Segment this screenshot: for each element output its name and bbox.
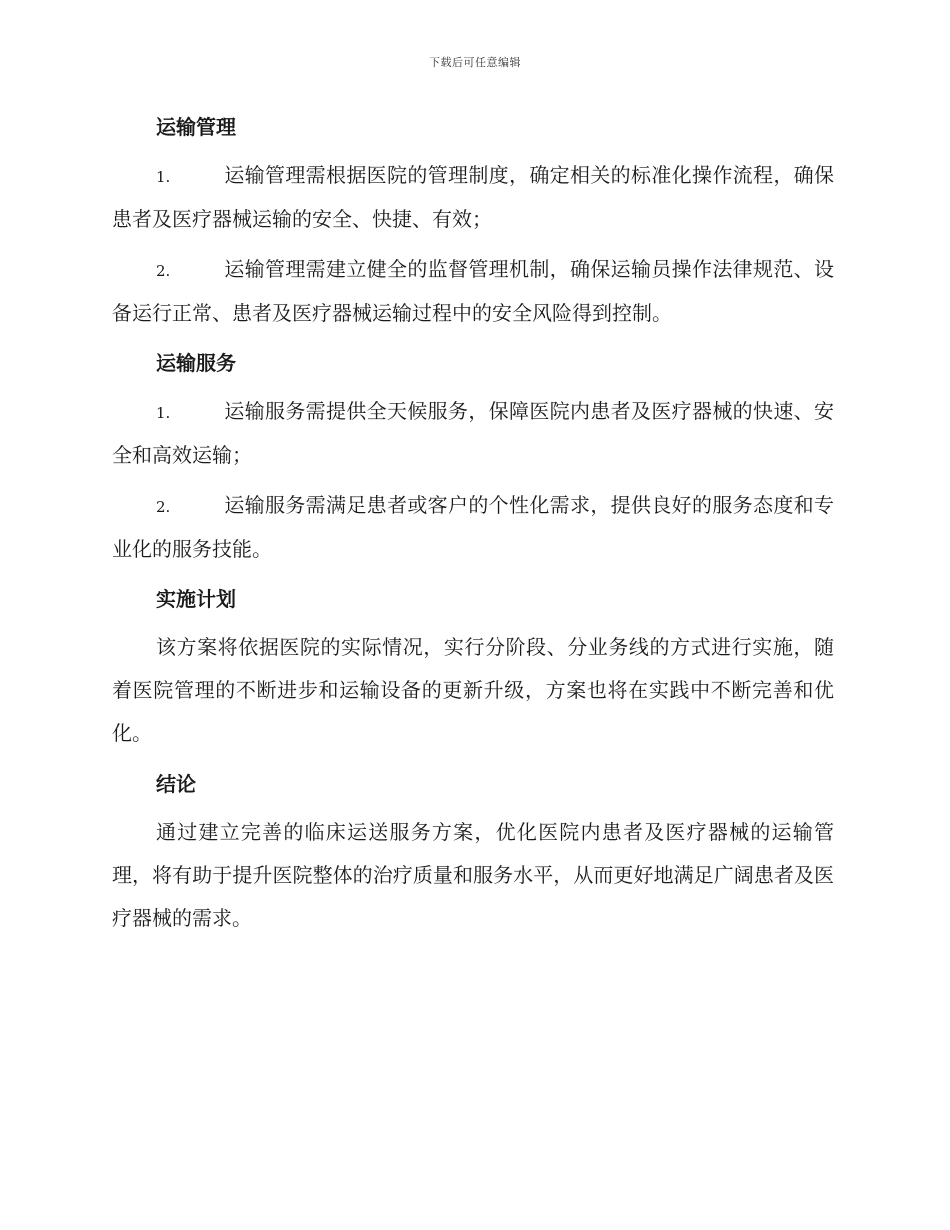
list-number: 2. xyxy=(156,498,171,516)
body-paragraph: 该方案将依据医院的实际情况，实行分阶段、分业务线的方式进行实施，随着医院管理的不断进步和运输设备的更新升级，方案也将在实践中不断完善和优化。 xyxy=(112,635,834,745)
page-header: 下载后可任意编辑 xyxy=(429,56,521,69)
section-heading-transport-management: 运输管理 xyxy=(156,115,236,139)
list-item-text: 运输管理需建立健全的监督管理机制，确保运输员操作法律规范、设备运行正常、患者及医疗器械运输过程中的安全风险得到控制。 xyxy=(112,257,834,325)
list-item xyxy=(112,390,834,476)
section-heading-transport-service: 运输服务 xyxy=(156,351,236,375)
list-number: 2. xyxy=(156,262,171,280)
list-item xyxy=(112,248,834,334)
body-paragraph: 通过建立完善的临床运送服务方案，优化医院内患者及医疗器械的运输管理，将有助于提升医院整体的治疗质量和服务水平，从而更好地满足广阔患者及医疗器械的需求。 xyxy=(112,820,834,930)
section-heading-implementation-plan: 实施计划 xyxy=(156,587,236,611)
list-item-text: 运输服务需提供全天候服务，保障医院内患者及医疗器械的快速、安全和高效运输； xyxy=(112,399,834,467)
list-item xyxy=(112,154,834,240)
list-number: 1. xyxy=(156,168,171,186)
list-item xyxy=(112,484,834,570)
section-heading-conclusion: 结论 xyxy=(156,772,196,796)
list-item-text: 运输服务需满足患者或客户的个性化需求，提供良好的服务态度和专业化的服务技能。 xyxy=(112,493,834,561)
document-body xyxy=(112,108,834,940)
list-item-text: 运输管理需根据医院的管理制度，确定相关的标准化操作流程，确保患者及医疗器械运输的安全、快捷、有效； xyxy=(112,163,834,231)
list-number: 1. xyxy=(156,404,171,422)
